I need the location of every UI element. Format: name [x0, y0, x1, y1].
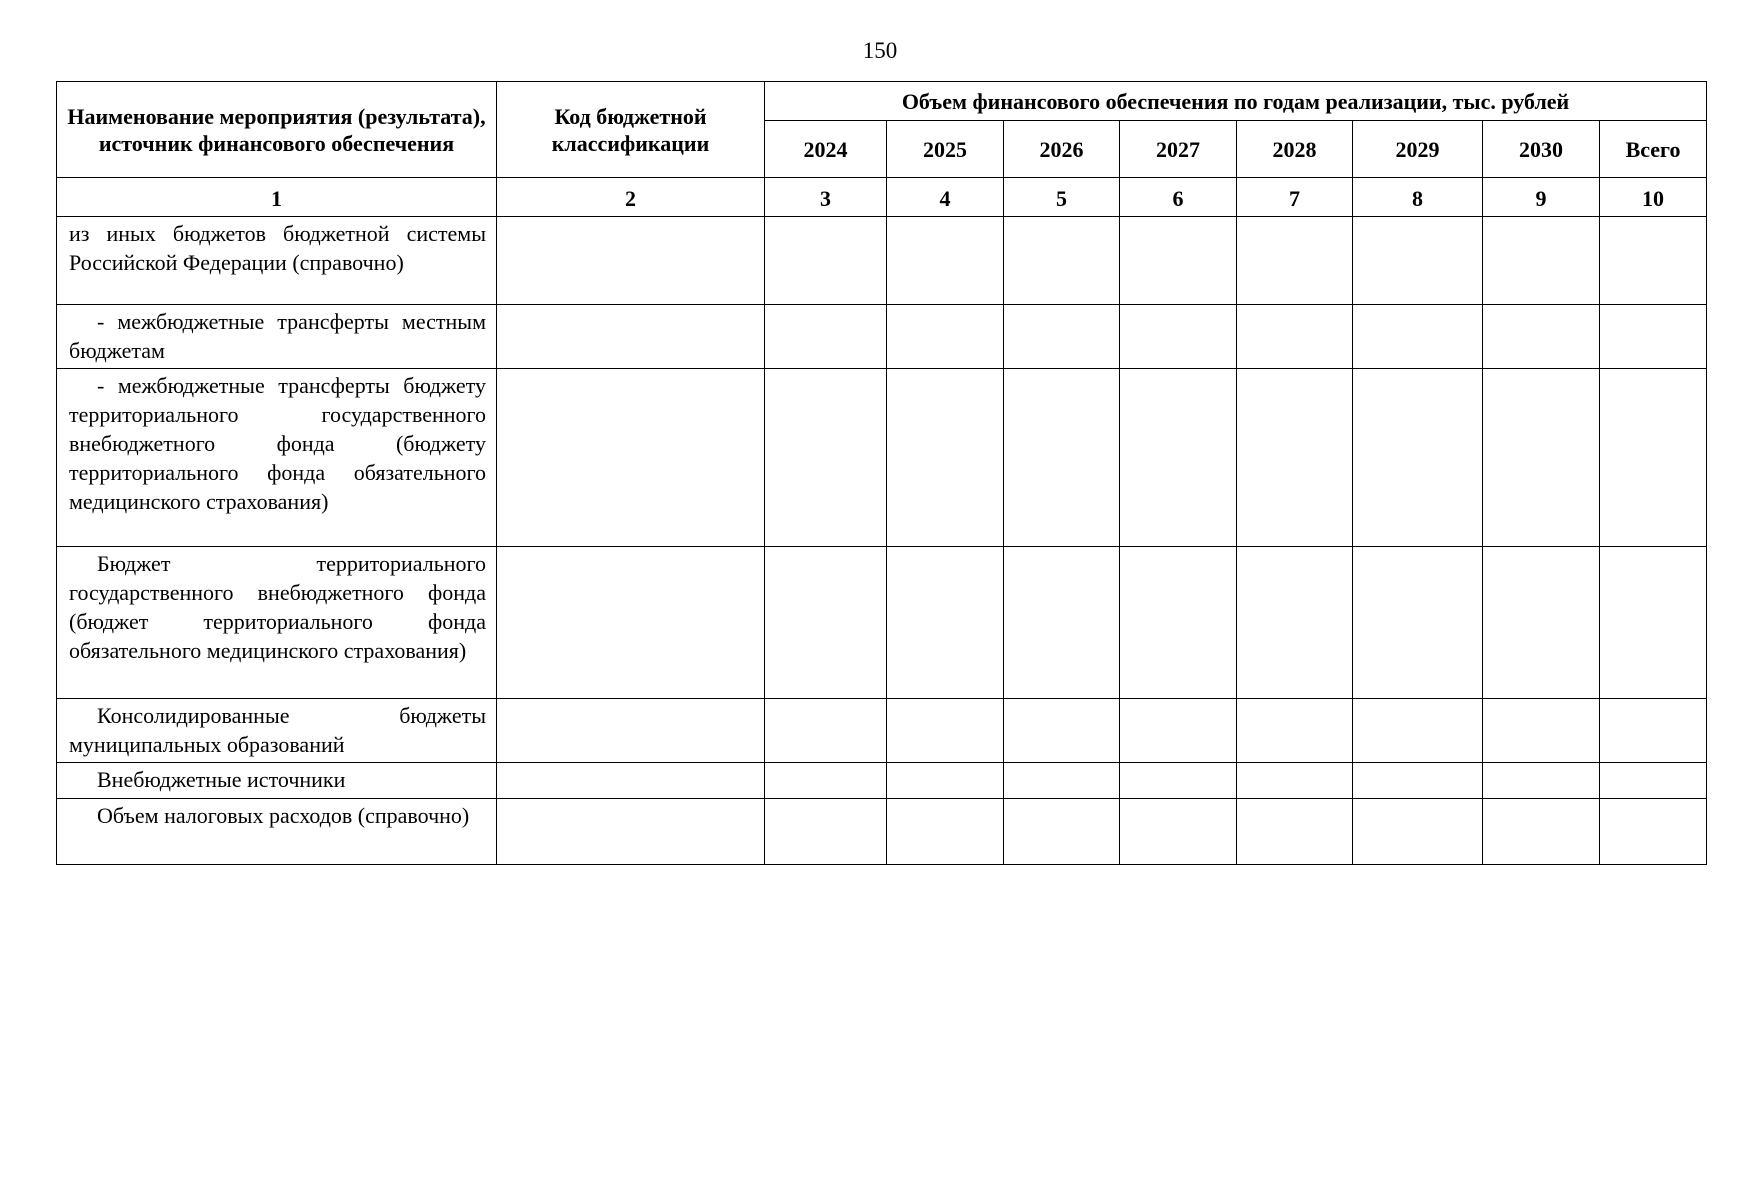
table-row [57, 369, 1707, 547]
year-value-cell [1353, 799, 1483, 865]
year-value-cell [1120, 305, 1237, 369]
year-value-cell [1483, 369, 1600, 547]
year-value-cell [1353, 217, 1483, 305]
table-row [57, 799, 1707, 865]
header-year: 2028 [1237, 121, 1353, 178]
column-number: 6 [1120, 178, 1237, 217]
year-value-cell [1353, 369, 1483, 547]
budget-code-cell [497, 763, 765, 799]
row-label-text: из иных бюджетов бюджетной системы Российской Федерации (справочно) [69, 221, 486, 275]
year-value-cell [887, 305, 1004, 369]
header-row-top [57, 82, 1707, 121]
year-value-cell [1483, 763, 1600, 799]
budget-code-cell [497, 217, 765, 305]
year-value-cell [765, 305, 887, 369]
column-number: 10 [1600, 178, 1707, 217]
year-value-cell [1353, 699, 1483, 763]
year-value-cell [1237, 699, 1353, 763]
year-value-cell [887, 799, 1004, 865]
year-value-cell [1120, 799, 1237, 865]
budget-code-cell [497, 305, 765, 369]
header-year: 2029 [1353, 121, 1483, 178]
year-value-cell [887, 699, 1004, 763]
year-value-cell [1237, 369, 1353, 547]
year-value-cell [1237, 799, 1353, 865]
header-code-column: Код бюджетной классификации [497, 82, 765, 178]
year-value-cell [1483, 799, 1600, 865]
header-name-column: Наименование мероприятия (результата), источник финансового обеспечения [57, 82, 497, 178]
header-year: 2027 [1120, 121, 1237, 178]
year-value-cell [1353, 547, 1483, 699]
table-row [57, 547, 1707, 699]
column-number: 7 [1237, 178, 1353, 217]
header-row-numbers [57, 178, 1707, 217]
row-label-text: Внебюджетные источники [97, 767, 346, 792]
year-value-cell [1004, 763, 1120, 799]
year-value-cell [887, 547, 1004, 699]
row-label-text: - межбюджетные трансферты местным бюджетам [69, 309, 486, 363]
total-cell [1600, 547, 1707, 699]
year-value-cell [1353, 305, 1483, 369]
total-cell [1600, 305, 1707, 369]
year-value-cell [1237, 217, 1353, 305]
year-value-cell [1120, 763, 1237, 799]
budget-code-cell [497, 547, 765, 699]
total-cell [1600, 369, 1707, 547]
year-value-cell [887, 217, 1004, 305]
total-cell [1600, 217, 1707, 305]
year-value-cell [1483, 217, 1600, 305]
year-value-cell [1353, 763, 1483, 799]
column-number: 2 [497, 178, 765, 217]
header-year: 2025 [887, 121, 1004, 178]
row-label [57, 217, 497, 305]
column-number: 1 [57, 178, 497, 217]
year-value-cell [765, 369, 887, 547]
row-label [57, 699, 497, 763]
year-value-cell [1004, 699, 1120, 763]
total-cell [1600, 799, 1707, 865]
year-value-cell [765, 763, 887, 799]
row-label [57, 305, 497, 369]
year-value-cell [1004, 217, 1120, 305]
year-value-cell [1004, 305, 1120, 369]
row-label-text: - межбюджетные трансферты бюджету территориального государственного внебюджетного фонда (бюджету территориального фонда обязательного медицинского страхования) [69, 373, 486, 514]
header-year: 2030 [1483, 121, 1600, 178]
year-value-cell [1120, 217, 1237, 305]
year-value-cell [1483, 305, 1600, 369]
table-row [57, 217, 1707, 305]
year-value-cell [1004, 799, 1120, 865]
column-number: 4 [887, 178, 1004, 217]
table-row [57, 305, 1707, 369]
header-year: 2024 [765, 121, 887, 178]
year-value-cell [1237, 547, 1353, 699]
year-value-cell [1120, 369, 1237, 547]
page-number: 150 [862, 38, 898, 63]
row-label-text: Бюджет территориального государственного внебюджетного фонда (бюджет территориального фонда обязательного медицинского страхования) [69, 551, 486, 663]
row-label-text: Объем налоговых расходов (справочно) [97, 803, 470, 828]
column-number: 3 [765, 178, 887, 217]
row-label [57, 369, 497, 547]
budget-code-cell [497, 369, 765, 547]
year-value-cell [765, 547, 887, 699]
table-body [57, 217, 1707, 865]
year-value-cell [1120, 547, 1237, 699]
year-value-cell [1483, 699, 1600, 763]
year-value-cell [1004, 369, 1120, 547]
row-label [57, 763, 497, 799]
year-value-cell [765, 217, 887, 305]
year-value-cell [1237, 305, 1353, 369]
year-value-cell [1004, 547, 1120, 699]
budget-code-cell [497, 799, 765, 865]
year-value-cell [765, 799, 887, 865]
table-row [57, 699, 1707, 763]
finance-table [56, 81, 1707, 865]
total-cell [1600, 699, 1707, 763]
column-number: 5 [1004, 178, 1120, 217]
year-value-cell [887, 763, 1004, 799]
year-value-cell [1483, 547, 1600, 699]
table-row [57, 763, 1707, 799]
row-label-text: Консолидированные бюджеты муниципальных образований [69, 703, 486, 757]
budget-code-cell [497, 699, 765, 763]
header-total: Всего [1600, 121, 1707, 178]
header-year: 2026 [1004, 121, 1120, 178]
total-cell [1600, 763, 1707, 799]
column-number: 9 [1483, 178, 1600, 217]
row-label [57, 547, 497, 699]
column-number: 8 [1353, 178, 1483, 217]
year-value-cell [1237, 763, 1353, 799]
row-label [57, 799, 497, 865]
year-value-cell [765, 699, 887, 763]
header-volume-column: Объем финансового обеспечения по годам реализации, тыс. рублей [765, 82, 1707, 121]
year-value-cell [887, 369, 1004, 547]
year-value-cell [1120, 699, 1237, 763]
